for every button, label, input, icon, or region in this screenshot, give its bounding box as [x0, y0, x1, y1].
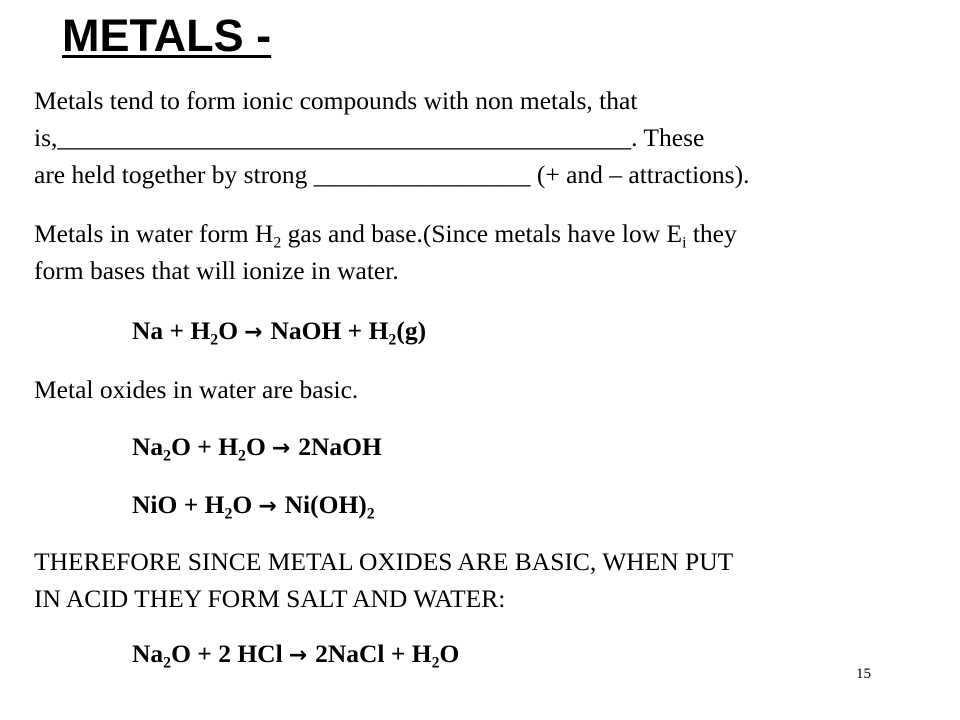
equation-sodium-oxide-water: $Na_2O + H_2O$ → 2NaOH: [132, 432, 382, 465]
arrow-right-icon: →: [271, 436, 291, 461]
arrow-right-icon: →: [258, 494, 277, 519]
text-line: form bases that will ionize in water.: [34, 256, 399, 285]
arrow-right-icon: →: [288, 643, 308, 668]
equation-sodium-oxide-hcl: $Na_2O + 2$ HCl → 2NaCl + $H_2O$: [132, 639, 460, 672]
paragraph-metals-in-water: [34, 215, 914, 289]
paragraph-metal-oxides: [34, 371, 914, 408]
text-line: IN ACID THEY FORM SALT AND WATER:: [34, 584, 506, 613]
paragraph-ionic-compounds: [34, 82, 914, 193]
paragraph-therefore: [34, 543, 914, 617]
text-line: is,_____________________________________________. These: [34, 123, 705, 152]
slide-title: METALS -: [62, 10, 272, 61]
equation-nickel-oxide-water: NiO + $H_2O \to Ni(OH)_2$: [132, 490, 375, 523]
equation-sodium-water: $Na + H_2O$ → NaOH + $H_2(g)$: [132, 316, 427, 349]
arrow-right-icon: →: [244, 320, 263, 345]
page-number: 15: [856, 666, 871, 682]
text-line: Metals tend to form ionic compounds with non metals, that: [34, 86, 638, 115]
text-line: THEREFORE SINCE METAL OXIDES ARE BASIC, WHEN PUT: [34, 547, 734, 576]
text-line: Metal oxides in water are basic.: [34, 375, 359, 404]
text-line: Metals in water form $H_2$ gas and base.(Since metals have low $E_i$ they: [34, 219, 737, 252]
text-line: are held together by strong _________________ (+ and – attractions).: [34, 160, 750, 189]
